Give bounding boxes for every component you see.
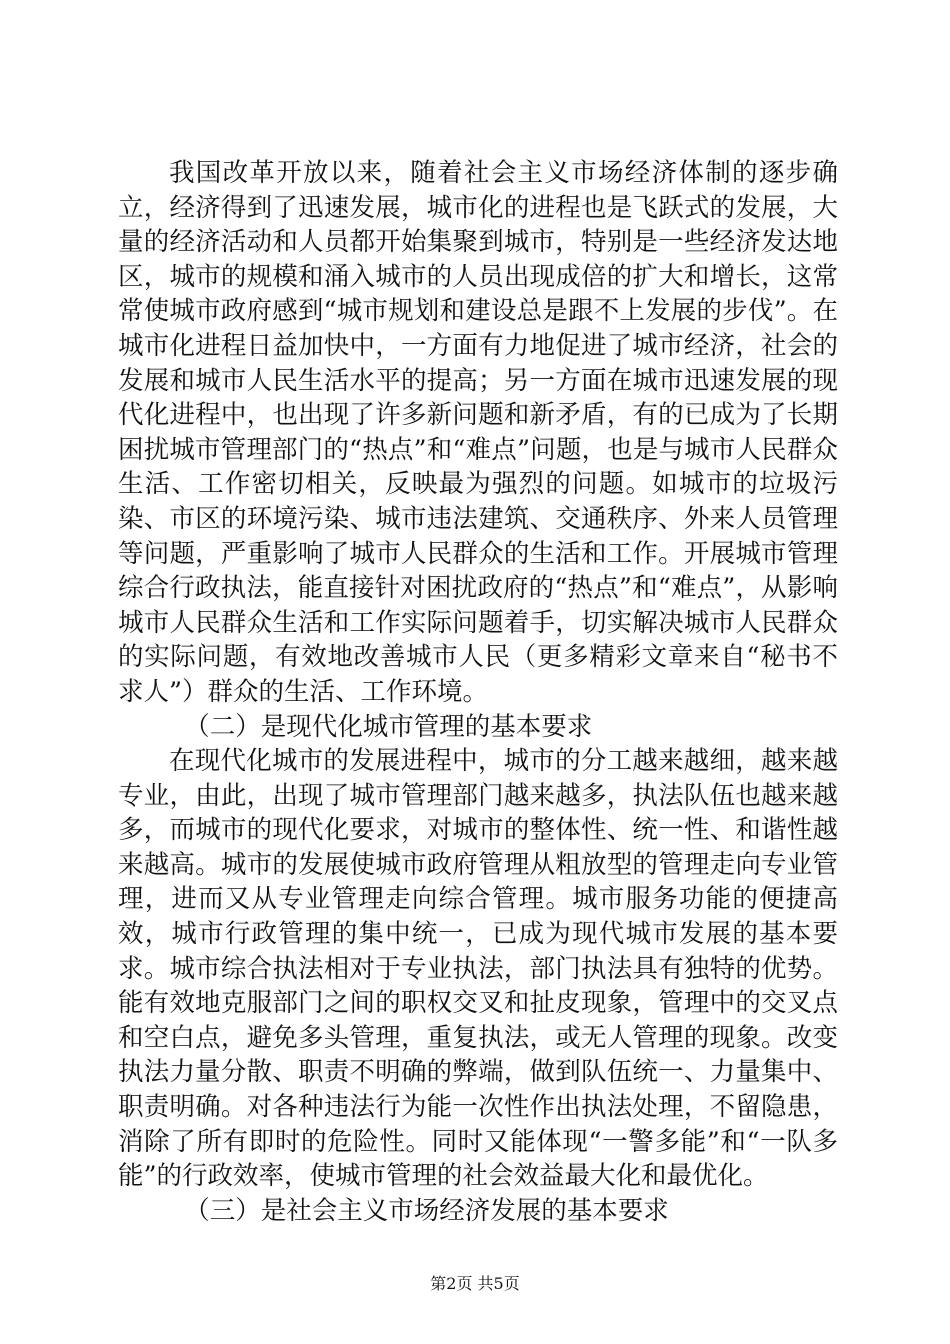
page-footer: 第2页 共5页	[430, 1274, 520, 1293]
document-body	[118, 156, 838, 1228]
paragraph-urbanization: 我国改革开放以来，随着社会主义市场经济体制的逐步确立，经济得到了迅速发展，城市化的进程也是飞跃式的发展，大量的经济活动和人员都开始集聚到城市，特别是一些经济发达地区，城市的规模和涌入城市的人员出现成倍的扩大和增长，这常常使城市政府感到“城市规划和建设总是跟不上发展的步伐”。在城市化进程日益加快中，一方面有力地促进了城市经济，社会的发展和城市人民生活水平的提高；另一方面在城市迅速发展的现代化进程中，也出现了许多新问题和新矛盾，有的已成为了长期困扰城市管理部门的“热点”和“难点”问题，也是与城市人民群众生活、工作密切相关，反映最为强烈的问题。如城市的垃圾污染、市区的环境污染、城市违法建筑、交通秩序、外来人员管理等问题，严重影响了城市人民群众的生活和工作。开展城市管理综合行政执法，能直接针对困扰政府的“热点”和“难点”，从影响城市人民群众生活和工作实际问题着手，切实解决城市人民群众的实际问题，有效地改善城市人民（更多精彩文章来自“秘书不求人”）群众的生活、工作环境。	[118, 158, 838, 707]
section-heading-3: （三）是社会主义市场经济发展的基本要求	[184, 1195, 669, 1226]
section-heading-2: （二）是现代化城市管理的基本要求	[184, 711, 593, 742]
paragraph-modern-management: 在现代化城市的发展进程中，城市的分工越来越细，越来越专业，由此，出现了城市管理部门越来越多，执法队伍也越来越多，而城市的现代化要求，对城市的整体性、统一性、和谐性越来越高。城市的发展使城市政府管理从粗放型的管理走向专业管理，进而又从专业管理走向综合管理。城市服务功能的便捷高效，城市行政管理的集中统一，已成为现代城市发展的基本要求。城市综合执法相对于专业执法，部门执法具有独特的优势。能有效地克服部门之间的职权交叉和扯皮现象，管理中的交叉点和空白点，避免多头管理，重复执法，或无人管理的现象。改变执法力量分散、职责不明确的弊端，做到队伍统一、力量集中、职责明确。对各种违法行为能一次性作出执法处理，不留隐患，消除了所有即时的危险性。同时又能体现“一警多能”和“一队多能”的行政效率，使城市管理的社会效益最大化和最优化。	[118, 746, 838, 1192]
